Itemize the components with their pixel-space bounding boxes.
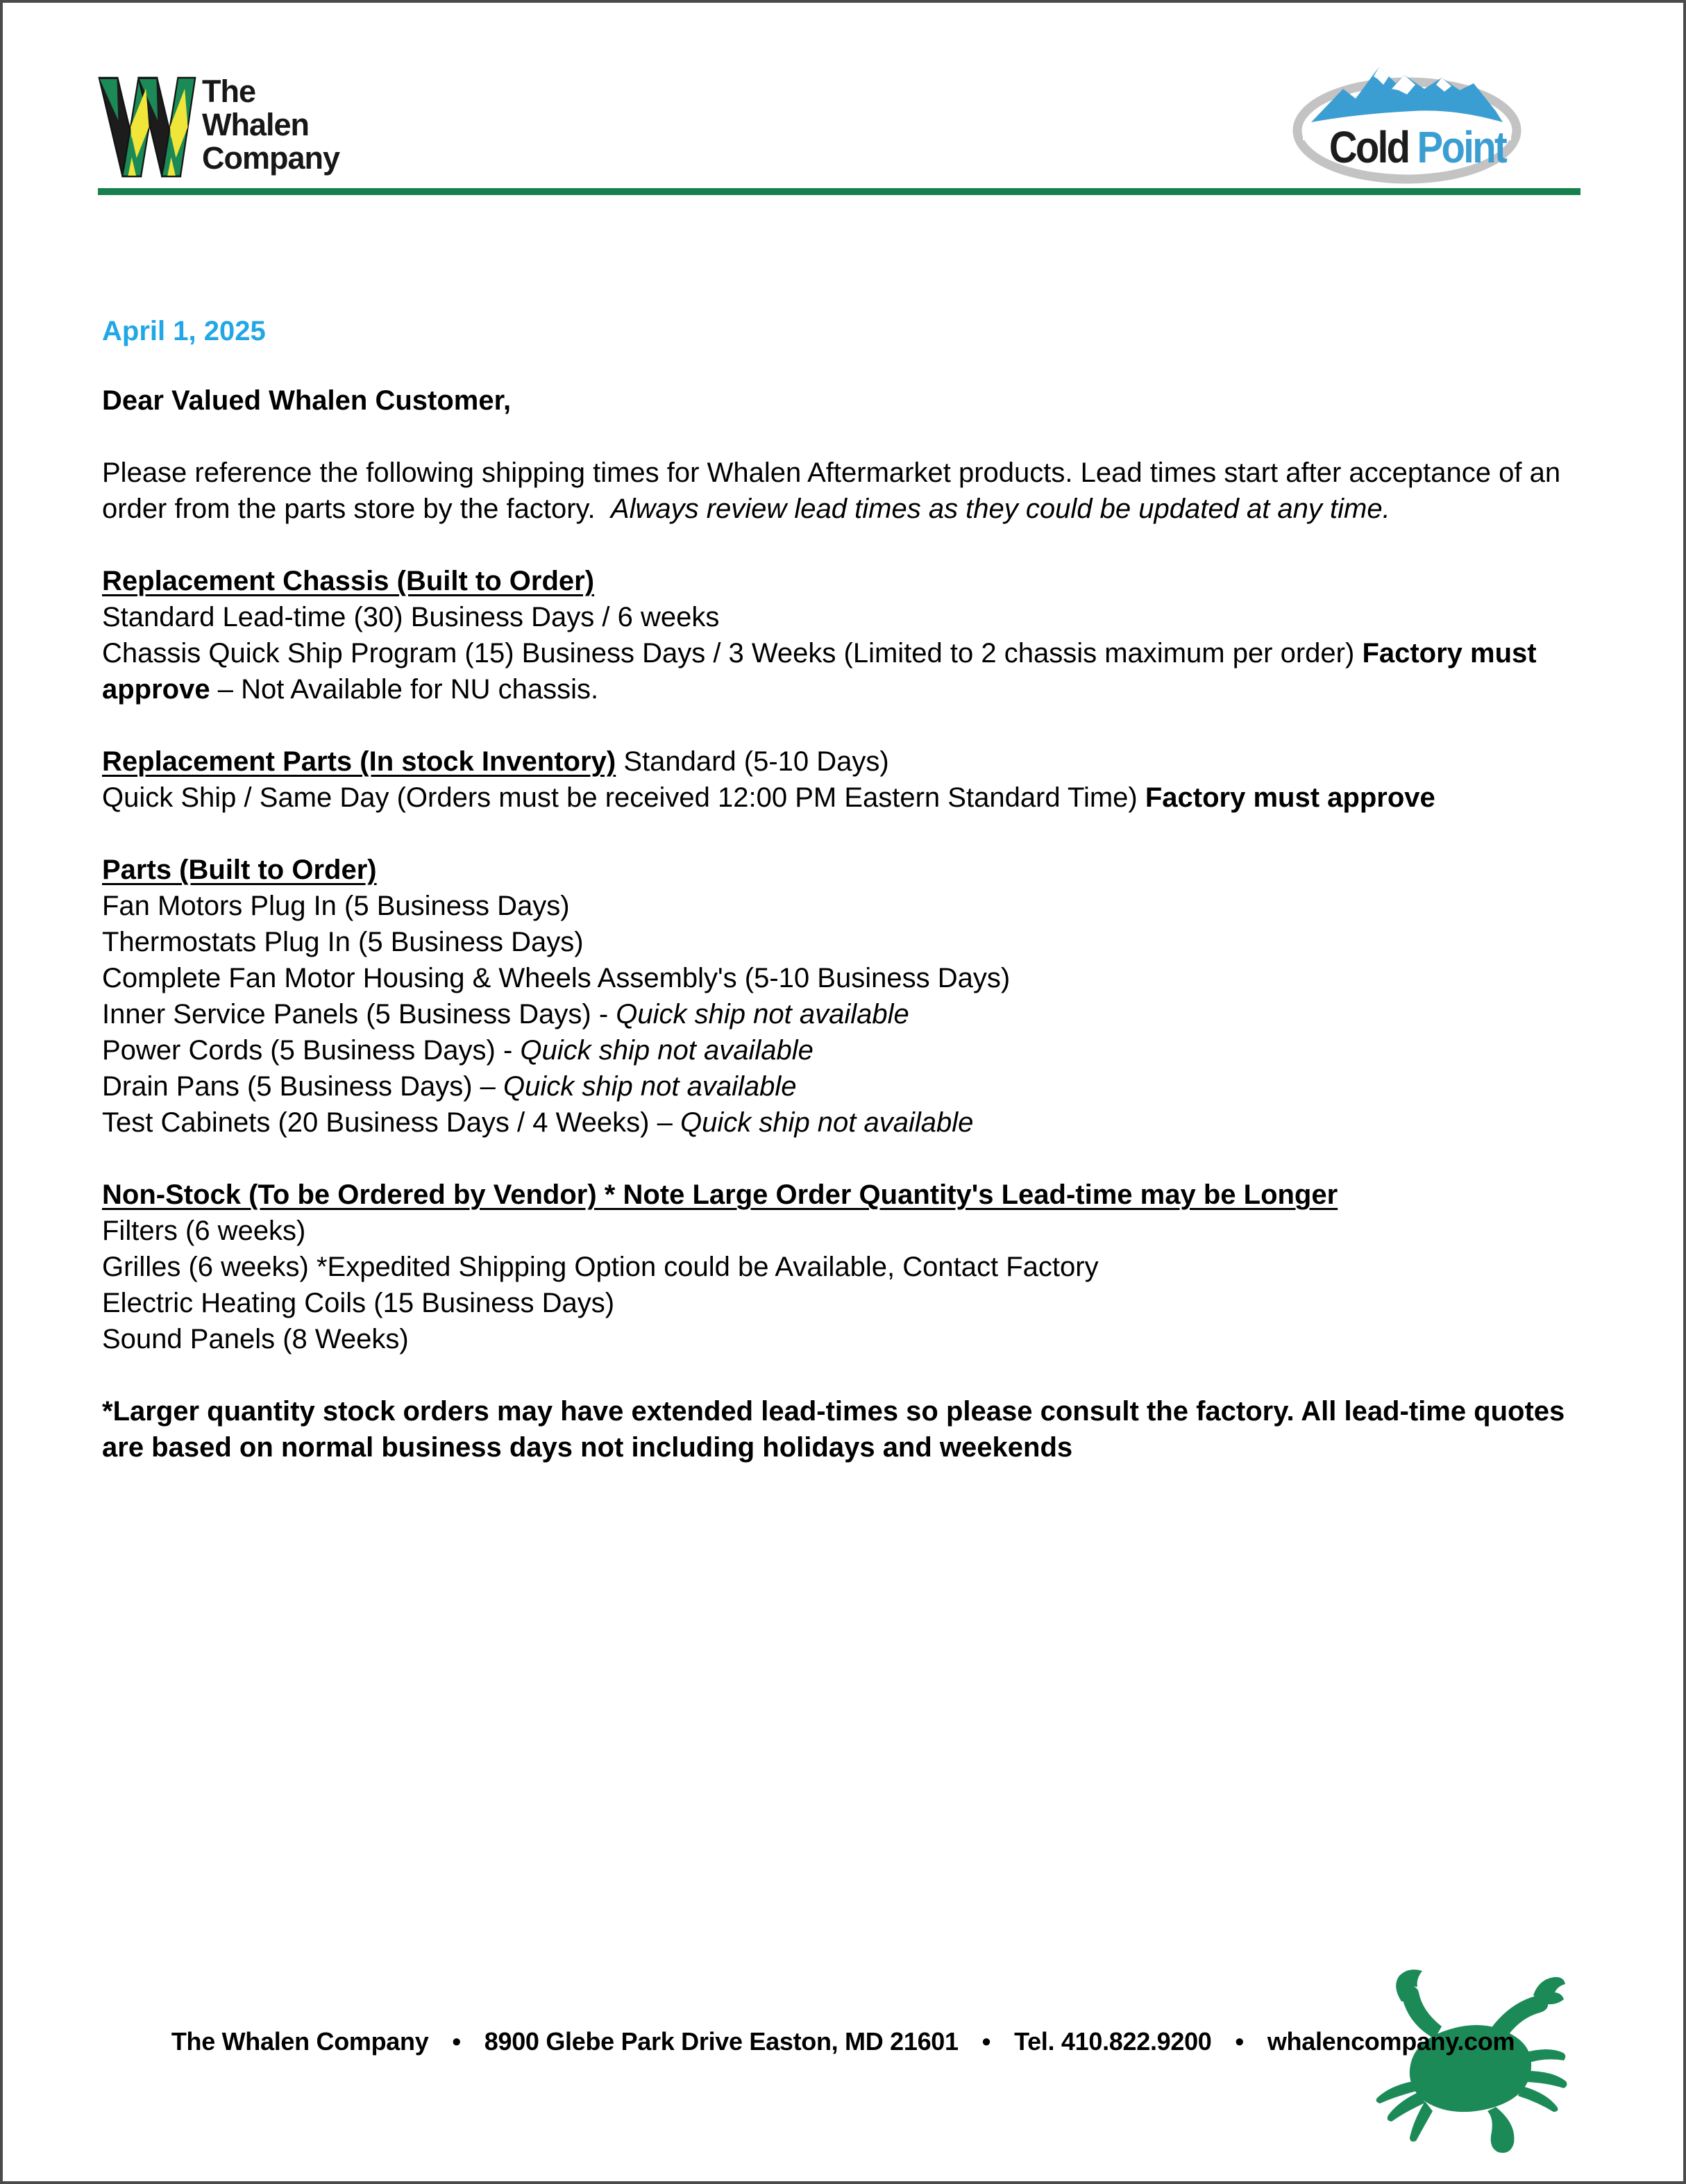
parts-item: Test Cabinets (20 Business Days / 4 Weeks) – Quick ship not available bbox=[102, 1107, 974, 1138]
replacement-chassis-line1: Standard Lead-time (30) Business Days / 6 weeks bbox=[102, 602, 720, 632]
intro-paragraph bbox=[102, 455, 1594, 527]
section-replacement-chassis bbox=[102, 563, 1594, 707]
replacement-parts-heading: Replacement Parts (In stock Inventory) bbox=[102, 746, 616, 777]
section-replacement-parts bbox=[102, 744, 1594, 816]
whalen-logo-wordmark bbox=[202, 75, 339, 175]
non-stock-item: Electric Heating Coils (15 Business Days) bbox=[102, 1288, 615, 1318]
nu-chassis-note-text: – Not Available for NU chassis. bbox=[210, 674, 599, 705]
parts-item: Complete Fan Motor Housing & Wheels Assembly's (5-10 Business Days) bbox=[102, 963, 1011, 993]
coldpoint-logo-icon bbox=[1288, 49, 1527, 184]
header-divider-rule bbox=[98, 188, 1580, 195]
chassis-quickship-text: Chassis Quick Ship Program (15) Business Days / 3 Weeks (Limited to 2 chassis maximum per order) bbox=[102, 638, 1363, 669]
replacement-chassis-line2 bbox=[102, 635, 1594, 707]
parts-item: Drain Pans (5 Business Days) – Quick ship not available bbox=[102, 1071, 797, 1102]
section-parts-built-to-order bbox=[102, 852, 1594, 1141]
replacement-parts-line1 bbox=[102, 780, 1594, 816]
parts-item: Thermostats Plug In (5 Business Days) bbox=[102, 927, 584, 957]
letter-date: April 1, 2025 bbox=[102, 316, 266, 346]
footer-company: The Whalen Company bbox=[171, 2027, 429, 2056]
parts-bto-heading: Parts (Built to Order) bbox=[102, 855, 377, 885]
closing-note: *Larger quantity stock orders may have extended lead-times so please consult the factory. All lead-time quotes are based on normal business days not including holidays and weekends bbox=[102, 1396, 1565, 1463]
factory-must-approve-text: Factory must approve bbox=[102, 638, 1537, 705]
non-stock-item: Filters (6 weeks) bbox=[102, 1216, 306, 1246]
footer-bullet: • bbox=[452, 2027, 461, 2056]
section-non-stock bbox=[102, 1177, 1594, 1357]
footer-bullet: • bbox=[981, 2027, 991, 2056]
footer bbox=[3, 2027, 1683, 2056]
crab-icon bbox=[1360, 1964, 1568, 2165]
parts-item: Inner Service Panels (5 Business Days) - Quick ship not available bbox=[102, 999, 909, 1030]
quickship-sameday-text: Quick Ship / Same Day (Orders must be received 12:00 PM Eastern Standard Time) bbox=[102, 782, 1145, 813]
non-stock-item: Grilles (6 weeks) *Expedited Shipping Option could be Available, Contact Factory bbox=[102, 1252, 1099, 1282]
logo-line-whalen: Whalen bbox=[202, 107, 310, 142]
parts-item: Power Cords (5 Business Days) - Quick ship not available bbox=[102, 1035, 814, 1066]
footer-bullet: • bbox=[1235, 2027, 1244, 2056]
intro-italic-text: Always review lead times as they could be updated at any time. bbox=[610, 494, 1390, 524]
whalen-w-logo-icon bbox=[98, 76, 196, 178]
parts-item: Fan Motors Plug In (5 Business Days) bbox=[102, 891, 570, 921]
replacement-parts-standard-text: Standard (5-10 Days) bbox=[616, 746, 889, 777]
non-stock-heading: Non-Stock (To be Ordered by Vendor) * Note Large Order Quantity's Lead-time may be Longer bbox=[102, 1179, 1338, 1210]
factory-must-approve-text: Factory must approve bbox=[1145, 782, 1435, 813]
non-stock-item: Sound Panels (8 Weeks) bbox=[102, 1324, 409, 1354]
logo-line-company: Company bbox=[202, 140, 340, 176]
letter-body bbox=[102, 313, 1594, 1502]
intro-regular-text: Please reference the following shipping times for Whalen Aftermarket products. Lead times start after acceptance of an order from the parts store by the factory. bbox=[102, 457, 1561, 524]
letter-greeting: Dear Valued Whalen Customer, bbox=[102, 385, 512, 416]
footer-address: 8900 Glebe Park Drive Easton, MD 21601 bbox=[484, 2027, 959, 2056]
footer-website: whalencompany.com bbox=[1267, 2027, 1515, 2056]
coldpoint-cold-text: Cold bbox=[1329, 121, 1409, 172]
coldpoint-point-text: Point bbox=[1417, 121, 1506, 172]
logo-line-the: The bbox=[202, 74, 256, 109]
replacement-chassis-heading: Replacement Chassis (Built to Order) bbox=[102, 566, 595, 596]
footer-phone: Tel. 410.822.9200 bbox=[1014, 2027, 1212, 2056]
